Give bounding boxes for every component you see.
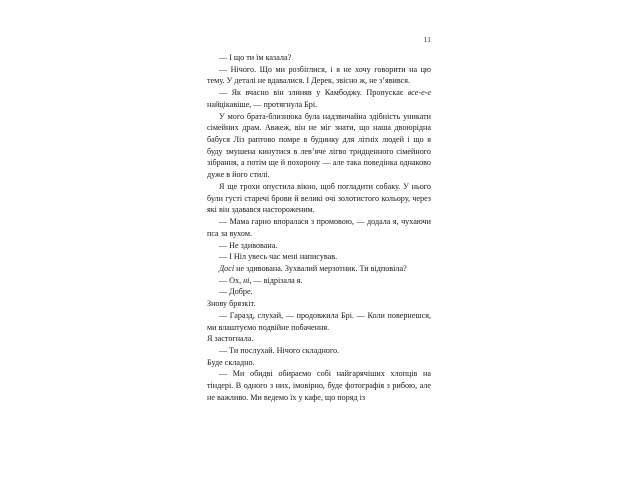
body-text: — Гаразд, слухай, — продовжила Брі. — Коли повернешся, ми влаштуємо подвійне побачення. [207,310,431,332]
body-paragraph [207,87,431,110]
body-text: — Ох, [219,275,244,285]
body-text: — Ми обидві обираємо собі найгарячіших хлопців на тіндері. В одного з них, імовірно, буде фотографія з рибою, але не важливо. Ми ведемо їх у кафе, що поряд із [207,369,431,402]
body-text: У мого брата-близнюка була надзвичайна здібність уникати сімейних драм. Авжеж, він не міг знати, що наша двоюрідна бабуся Ліз раптово помре в будинку для літніх людей і що я буду змушена кинутися в лев’яче лігво тридценного сімейного зібрання, а потім ще й похорону — але така поведінка однаково дуже в його стилі. [207,111,431,180]
body-text: не здивована. Зухвалий мерзотник. Ти відповіла? [234,263,407,273]
body-paragraph [207,64,431,87]
body-text: Буде складно. [207,357,255,367]
body-text: найцікавіше, — протягнула Брі. [207,99,318,109]
body-text: — Ти послухай. Нічого складного. [219,345,340,355]
body-paragraph [207,368,431,403]
body-text-block [207,52,431,404]
body-text: — І Ніл увесь час мені написував. [219,252,338,262]
body-paragraph [207,111,431,181]
body-text: Знову брязкіт. [207,299,256,309]
body-text: — Мама гарно впоралася з промовою, — додала я, чухаючи пса за вухом. [207,217,431,238]
body-text: — Добре. [219,287,253,297]
body-paragraph [207,263,431,275]
body-paragraph [207,216,431,239]
body-paragraph [207,286,431,298]
body-text: — Нічого. Що ми розбіглися, і я не хочу говорити на цю тему. У деталі не вдавалися. І Дерек, звісно ж, не з’явився. [207,64,431,86]
body-text: Я застогнала. [207,334,254,344]
body-paragraph [207,52,431,64]
body-paragraph [207,251,431,263]
body-text: — Не здивована. [219,240,278,250]
body-text: Я ще трохи опустила вікно, щоб погладити собаку. У нього були густі старечі брови й великі очі золотистого кольору, через які він здавався настороженим. [207,181,431,215]
body-paragraph [207,333,431,345]
body-text: — І що ти їм казала? [219,53,292,62]
body-text: , — відрізала я. [249,275,303,285]
body-text: — Як вчасно він злиняв у Камбоджу. Пропускає [219,88,408,98]
body-paragraph [207,345,431,357]
body-paragraph [207,181,431,216]
emphasis-text: все-е-е [407,88,431,98]
body-paragraph [207,310,431,333]
body-paragraph [207,275,431,287]
emphasis-text: ні [243,275,250,285]
emphasis-text: Досі [219,263,235,273]
page-number: 11 [423,36,431,44]
body-paragraph [207,357,431,369]
body-paragraph [207,298,431,310]
body-paragraph [207,240,431,252]
